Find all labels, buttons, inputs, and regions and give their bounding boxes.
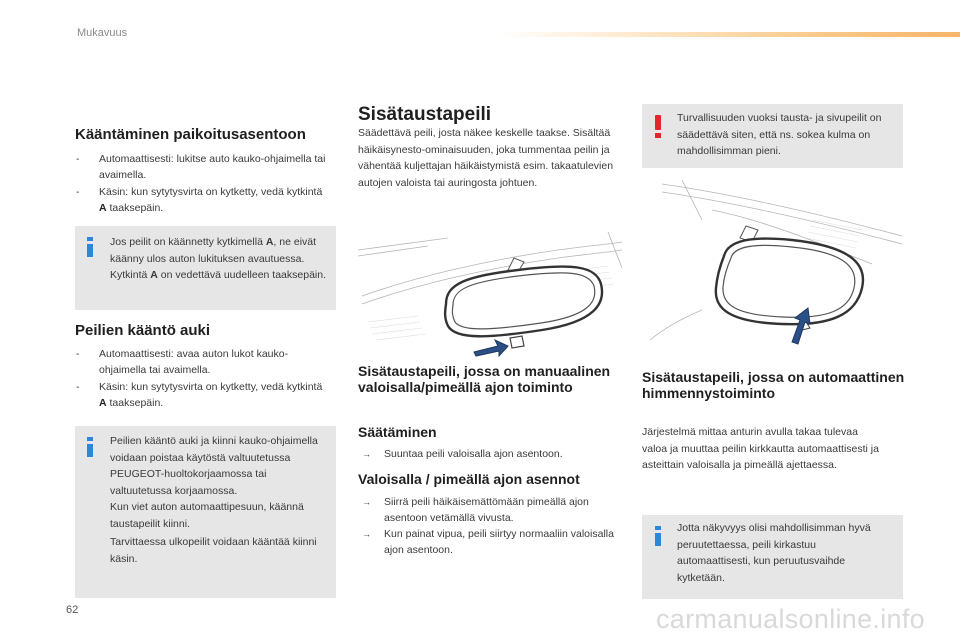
manual-mirror-heading: Sisätaustapeili, jossa on manuaalinen valoisalla/pimeällä ajon toiminto	[358, 363, 611, 395]
mirror-drawing	[642, 180, 904, 358]
auto-mirror-illustration	[642, 180, 904, 358]
section-title: Mukavuus	[77, 27, 128, 39]
arrow-icon	[474, 340, 508, 356]
header-gradient-bar	[498, 32, 960, 37]
list-item: - Automaattisesti: avaa auton lukot kauko-ohjaimella tai avaimella.	[76, 348, 289, 376]
warning-note	[642, 104, 903, 168]
note-text: Jotta näkyvyys olisi mahdollisimman hyvä peruutettaessa, peili kirkastuu automaattisesti, kun peruutusvaihde kytketään.	[677, 522, 871, 584]
list-item: - Käsin: kun sytytysvirta on kytketty, vedä kytkintä A taaksepäin.	[76, 381, 323, 409]
note-text: Jos peilit on käännetty kytkimellä A, ne eivät käänny ulos auton lukituksen avautuessa. Kytkintä A on vedettävä uudelleen taaksepäin.	[110, 236, 327, 281]
list-item: → Suuntaa peili valoisalla ajon asentoon.	[362, 448, 563, 460]
list-item: → Siirrä peili häikäisemättömään pimeällä ajon asentoon vetämällä vivusta.	[362, 496, 589, 524]
mirror-heading: Sisätaustapeili	[358, 104, 492, 125]
adjust-list	[360, 446, 620, 462]
mirror-intro: Säädettävä peili, josta näkee keskelle taakse. Sisältää häikäisynesto-ominaisuuden, joka tummentaa peilin ja vähentää kuljettajan häikäistymistä esim. takaatulevien autojen valoista tai auringosta johtuen.	[358, 127, 614, 189]
auto-mirror-heading: Sisätaustapeili, jossa on automaattinen himmennystoiminto	[642, 369, 905, 401]
watermark: carmanualsonline.info	[656, 604, 925, 634]
manual-mirror-illustration	[358, 232, 624, 360]
list-item: → Kun painat vipua, peili siirtyy normaaliin valoisalla ajon asentoon.	[362, 528, 614, 556]
folding-heading: Kääntäminen paikoitusasentoon	[75, 126, 306, 143]
mirror-drawing	[358, 232, 624, 360]
folding-list	[76, 151, 332, 217]
warning-text: Turvallisuuden vuoksi tausta- ja sivupeilit on säädettävä siten, että ns. sokea kulma on mahdollisimman pieni.	[677, 112, 882, 157]
note-text: Peilien kääntö auki ja kiinni kauko-ohjaimella voidaan poistaa käytöstä valtuutetussa PEUGEOT-huoltokorjaamossa tai valtuutetussa korjaamossa. Kun viet auton automaattipesuun, käännä taustapeilit kiinni. Tarvittaessa ulkopeilit voidaan kääntää kiinni käsin.	[110, 435, 318, 565]
info-note	[642, 515, 903, 599]
auto-mirror-text: Järjestelmä mittaa anturin avulla takaa tulevaa valoa ja muuttaa peilin kirkkautta automaattisesti ja asteittain valoisalla ja pimeällä ajettaessa.	[642, 426, 879, 471]
unfolding-heading: Peilien kääntö auki	[75, 322, 211, 339]
page-number: 62	[66, 604, 79, 616]
list-item: - Käsin: kun sytytysvirta on kytketty, vedä kytkintä A taaksepäin.	[76, 186, 323, 214]
unfolding-list	[76, 346, 332, 412]
daynight-list	[360, 494, 620, 558]
info-note	[75, 426, 336, 598]
list-item: - Automaattisesti: lukitse auto kauko-ohjaimella tai avaimella.	[76, 153, 326, 181]
info-note	[75, 226, 336, 310]
adjust-heading: Säätäminen	[358, 424, 437, 440]
daynight-heading: Valoisalla / pimeällä ajon asennot	[358, 471, 580, 487]
